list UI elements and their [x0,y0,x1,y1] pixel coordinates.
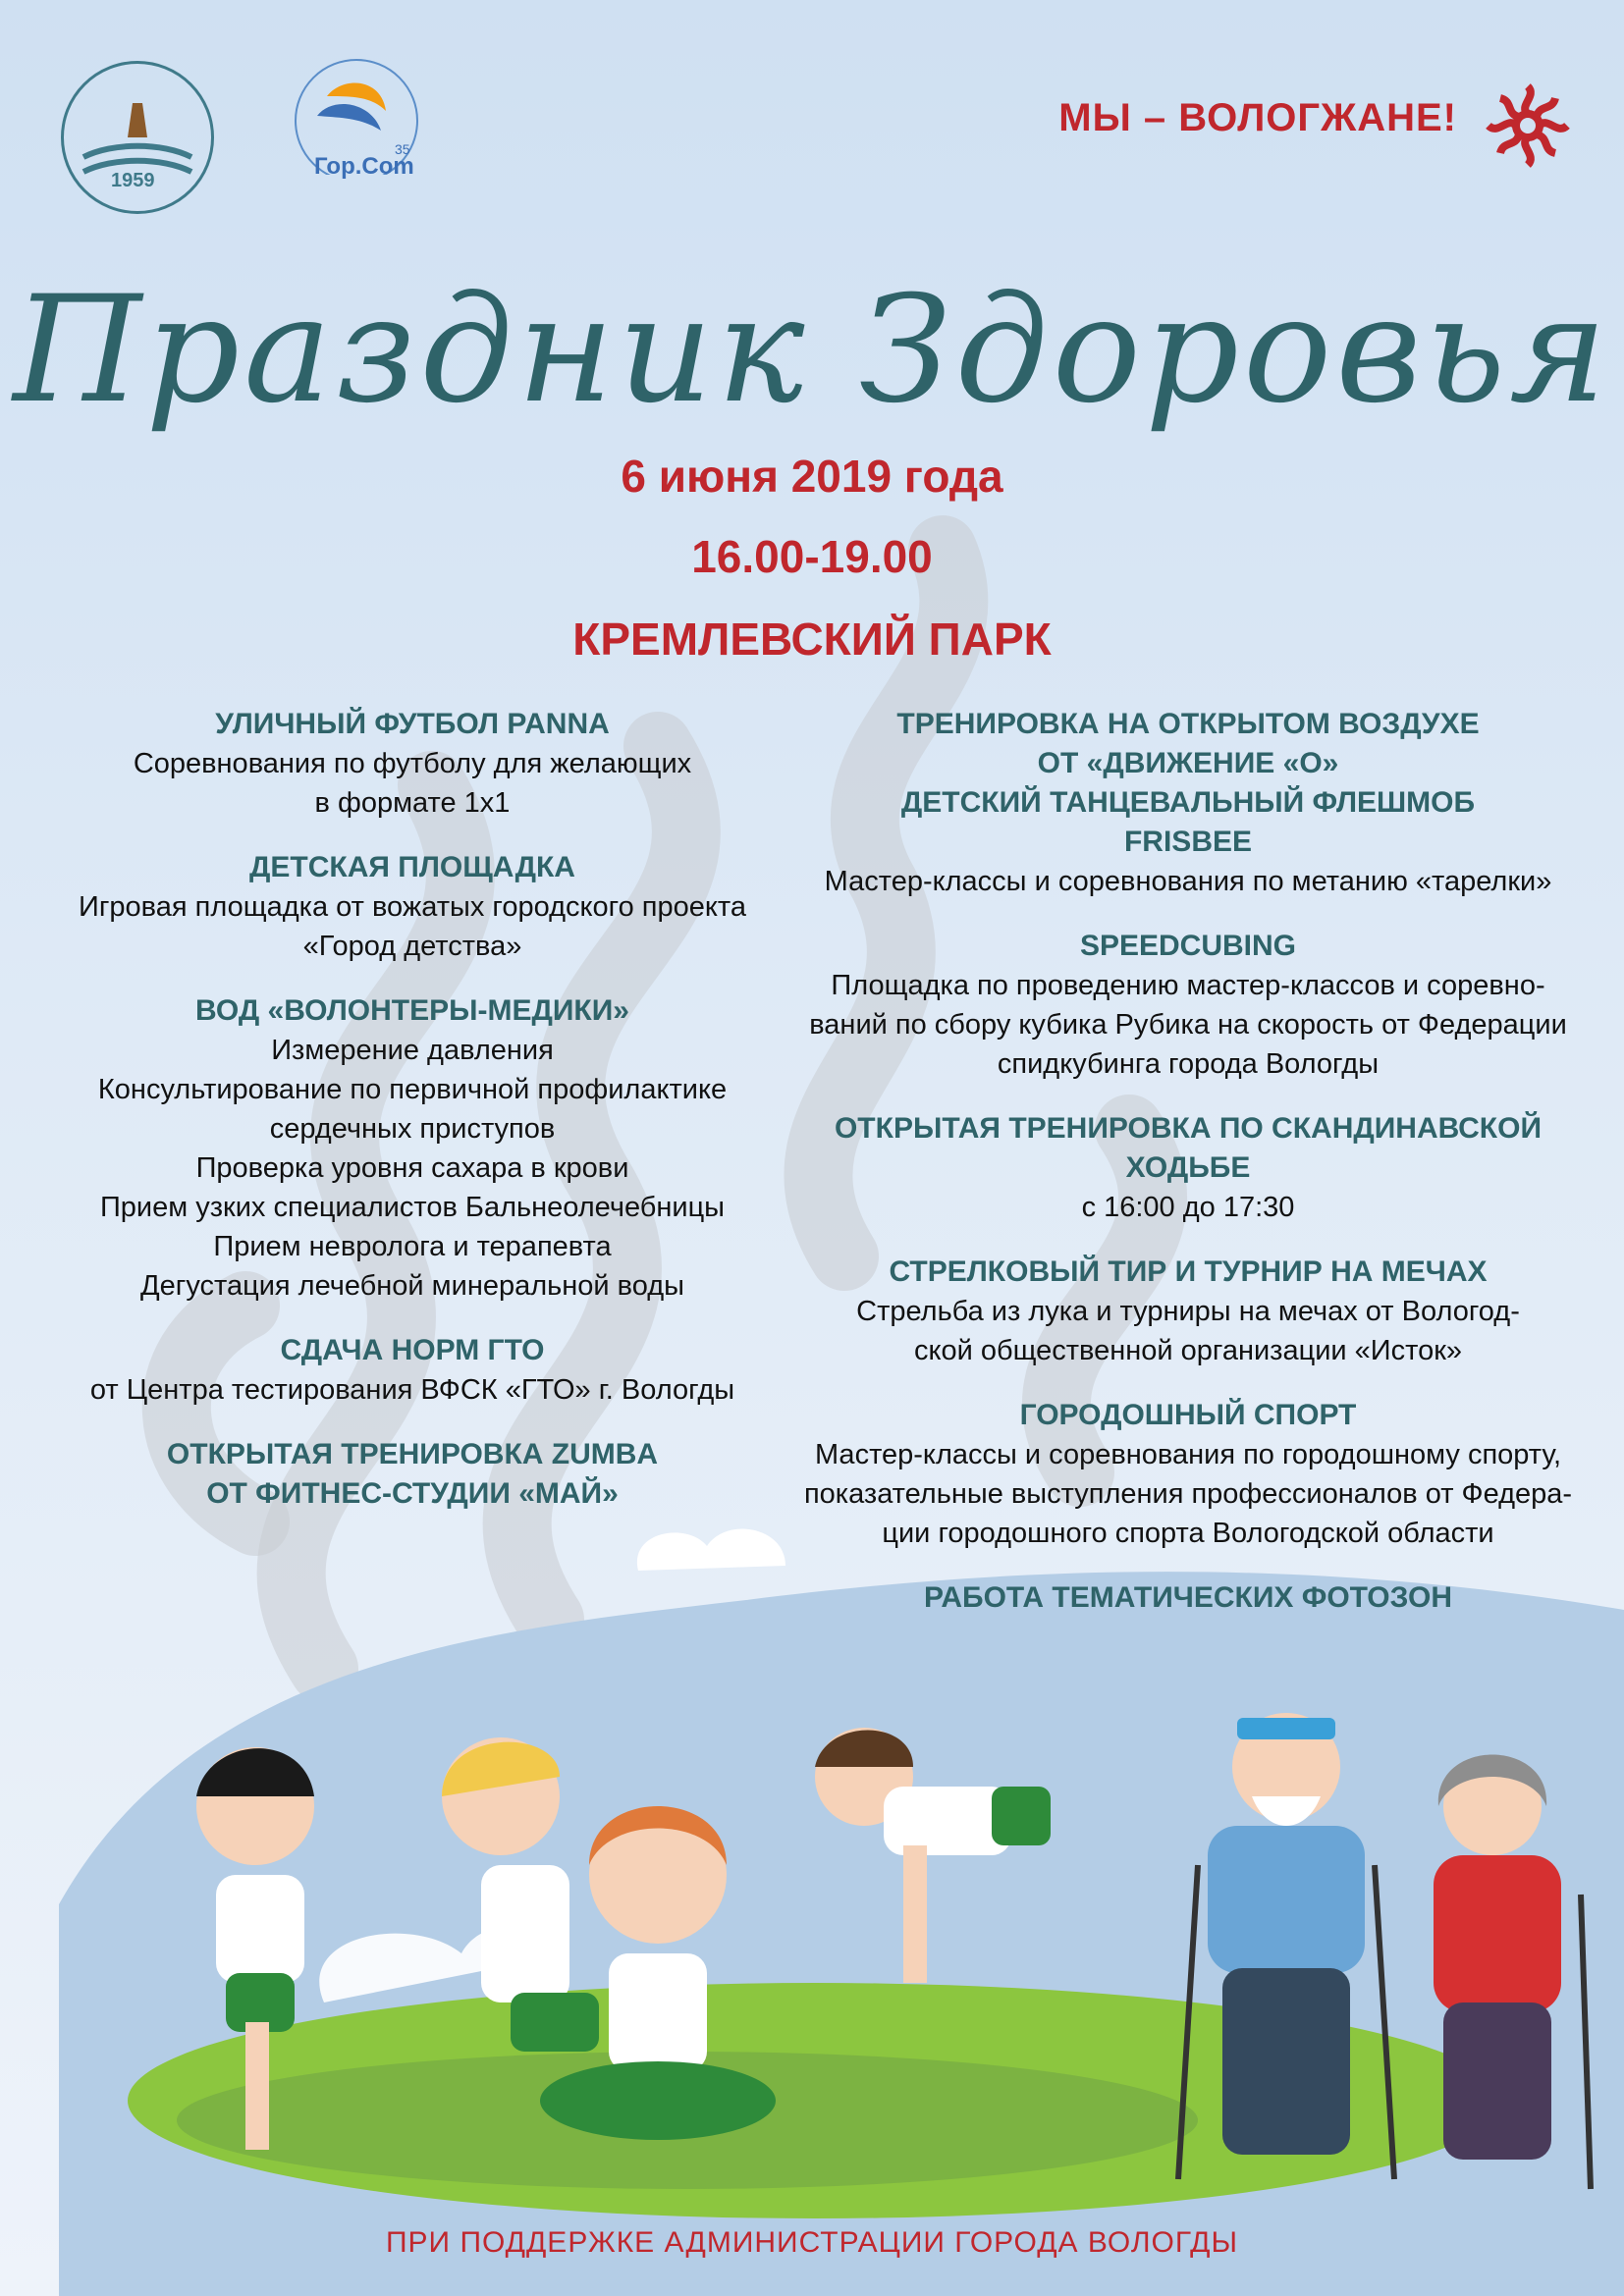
section-text: Дегустация лечебной минеральной воды [140,1270,684,1302]
seniors-illustration [1168,1688,1600,2199]
section-heading: ОТКРЫТАЯ ТРЕНИРОВКА ZUMBA [166,1438,659,1470]
program-right-column [795,705,1581,1643]
section-text: Проверка уровня сахара в крови [195,1152,629,1184]
logo-brand: Гор.Com [314,153,414,180]
section-outdoor-training [795,705,1581,901]
section-heading: ХОДЬБЕ [1125,1151,1251,1184]
section-text: ской общественной организации «Исток» [913,1335,1463,1366]
section-medical-volunteers [39,991,785,1306]
section-text: показательные выступления профессионалов от Федера- [803,1478,1573,1510]
section-text: ваний по сбору кубика Рубика на скорость от Федерации [809,1009,1567,1041]
section-street-football [39,705,785,823]
section-heading: ДЕТСКАЯ ПЛОЩАДКА [249,851,575,883]
section-text: Стрельба из лука и турниры на мечах от Вологод- [856,1296,1520,1327]
section-heading: ОТКРЫТАЯ ТРЕНИРОВКА ПО СКАНДИНАВСКОЙ [834,1112,1543,1145]
section-text: «Город детства» [302,931,522,962]
ornament-icon [1479,77,1577,175]
section-heading: СДАЧА НОРМ ГТО [280,1334,545,1366]
section-text: Соревнования по футболу для желающих [133,748,692,779]
section-photo-zones [795,1578,1581,1618]
section-nordic-walking [795,1109,1581,1227]
section-text: Измерение давления [271,1035,554,1066]
section-text: Игровая площадка от вожатых городского проекта [79,891,746,923]
footer-support-note: ПРИ ПОДДЕРЖКЕ АДМИНИСТРАЦИИ ГОРОДА ВОЛОГДЫ [385,2226,1239,2259]
section-heading: ОТ ФИТНЕС-СТУДИИ «МАЙ» [206,1477,619,1510]
section-text: с 16:00 до 17:30 [1081,1192,1295,1223]
section-heading: FRISBEE [1123,826,1253,858]
section-text: сердечных приступов [269,1113,556,1145]
section-kids-playground [39,848,785,966]
section-heading: ДЕТСКИЙ ТАНЦЕВАЛЬНЫЙ ФЛЕШМОБ [900,786,1476,819]
section-zumba [39,1435,785,1514]
section-heading: РАБОТА ТЕМАТИЧЕСКИХ ФОТОЗОН [924,1581,1452,1614]
section-gto-norms [39,1331,785,1410]
section-gorodki [795,1396,1581,1553]
section-archery [795,1253,1581,1370]
section-heading: УЛИЧНЫЙ ФУТБОЛ PANNA [215,708,610,740]
event-time: 16.00-19.00 [691,531,933,582]
event-date: 6 июня 2019 года [621,451,1003,502]
section-heading: СТРЕЛКОВЫЙ ТИР И ТУРНИР НА МЕЧАХ [889,1255,1488,1288]
program-left-column [39,705,785,1539]
section-heading: ТРЕНИРОВКА НА ОТКРЫТОМ ВОЗДУХЕ [896,708,1480,740]
logo-badge: 35 [395,141,410,157]
youth-center-logo [273,57,440,214]
kids-illustration [147,1688,1129,2160]
section-text: Консультирование по первичной профилактике [97,1074,728,1105]
section-heading: ГОРОДОШНЫЙ СПОРТ [1019,1399,1357,1431]
section-text: Мастер-классы и соревнования по метанию «тарелки» [824,866,1552,897]
section-text: спидкубинга города Вологды [997,1048,1380,1080]
page-title: Праздник Здоровья [13,265,1611,436]
section-text: в формате 1х1 [314,787,511,819]
section-speedcubing [795,927,1581,1084]
slogan: МЫ – ВОЛОГЖАНЕ! [1058,96,1457,139]
section-text: Мастер-классы и соревнования по городошному спорту, [814,1439,1562,1470]
section-text: Площадка по проведению мастер-классов и соревно- [831,970,1545,1001]
section-heading: ВОД «ВОЛОНТЕРЫ-МЕДИКИ» [194,994,629,1027]
section-text: от Центра тестирования ВФСК «ГТО» г. Вологды [89,1374,735,1406]
section-heading: SPEEDCUBING [1079,930,1297,962]
sanatorium-logo [61,61,214,214]
section-heading: ОТ «ДВИЖЕНИЕ «О» [1037,747,1339,779]
section-text: ции городошного спорта Вологодской области [882,1518,1494,1549]
event-place: КРЕМЛЕВСКИЙ ПАРК [572,614,1052,665]
section-text: Прием узких специалистов Бальнеолечебницы [99,1192,726,1223]
logo-year: 1959 [111,170,155,191]
section-text: Прием невролога и терапевта [213,1231,612,1262]
